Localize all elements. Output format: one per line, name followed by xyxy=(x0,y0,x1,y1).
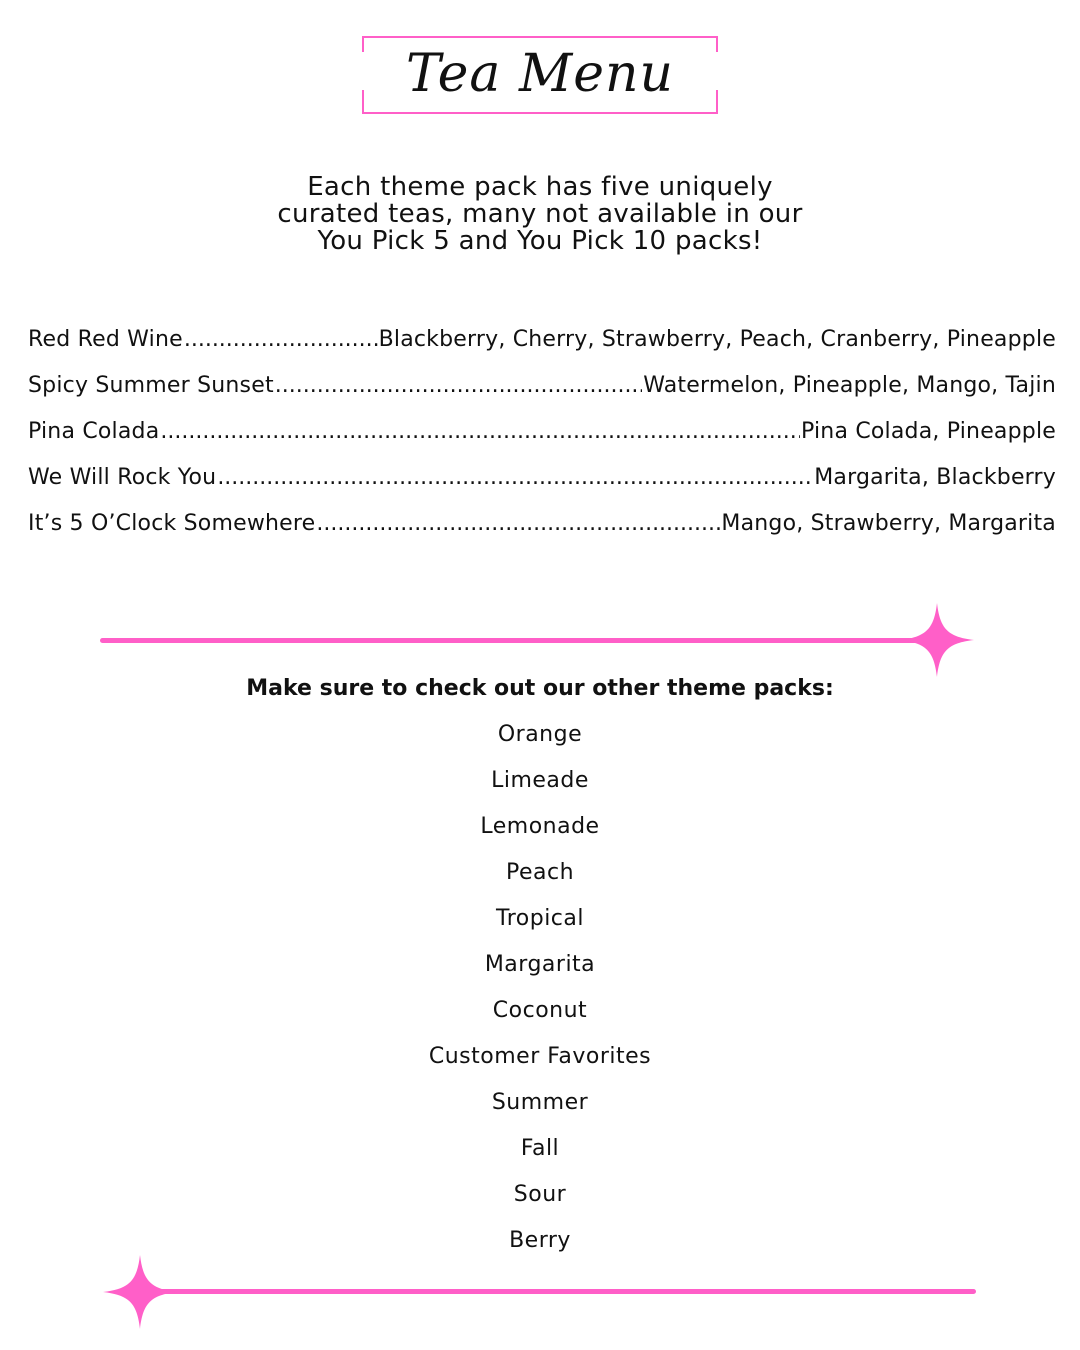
tea-menu-list xyxy=(28,322,1056,552)
menu-item-flavors: Pina Colada, Pineapple xyxy=(801,419,1056,444)
list-item: Tropical xyxy=(496,906,584,931)
divider-line-top xyxy=(100,638,960,643)
list-item: Berry xyxy=(509,1228,571,1253)
intro-text xyxy=(140,174,940,255)
menu-item xyxy=(28,368,1056,414)
intro-line: You Pick 5 and You Pick 10 packs! xyxy=(317,226,763,256)
intro-line: Each theme pack has five uniquely xyxy=(307,172,773,202)
dot-leader xyxy=(275,368,642,404)
list-item: Customer Favorites xyxy=(428,1044,652,1069)
sparkle-icon xyxy=(900,603,974,677)
menu-item xyxy=(28,322,1056,368)
menu-item-name: We Will Rock You xyxy=(28,465,217,490)
menu-item xyxy=(28,460,1056,506)
list-item: Lemonade xyxy=(480,814,600,839)
menu-item-flavors: Mango, Strawberry, Margarita xyxy=(721,511,1056,536)
dot-leader xyxy=(316,506,720,542)
title-frame xyxy=(362,36,718,114)
menu-item-flavors: Margarita, Blackberry xyxy=(814,465,1056,490)
list-item: Peach xyxy=(505,860,575,885)
sparkle-icon xyxy=(103,1255,177,1329)
divider-line-bottom xyxy=(120,1289,976,1294)
list-item: Coconut xyxy=(492,998,588,1023)
list-item: Orange xyxy=(497,722,583,747)
list-item: Fall xyxy=(520,1136,560,1161)
menu-item xyxy=(28,414,1056,460)
menu-item-flavors: Watermelon, Pineapple, Mango, Tajin xyxy=(643,373,1056,398)
menu-item-name: It’s 5 O’Clock Somewhere xyxy=(28,511,316,536)
list-item: Summer xyxy=(491,1090,589,1115)
frame-edge-bottom xyxy=(362,112,718,114)
other-packs-list xyxy=(340,720,740,1272)
menu-item-name: Pina Colada xyxy=(28,419,160,444)
other-packs-heading: Make sure to check out our other theme packs: xyxy=(246,676,834,701)
intro-line: curated teas, many not available in our xyxy=(277,199,803,229)
frame-edge-top xyxy=(362,36,718,38)
page-title: Tea Menu xyxy=(406,44,674,104)
dot-leader xyxy=(160,414,800,450)
menu-item xyxy=(28,506,1056,552)
menu-item-name: Spicy Summer Sunset xyxy=(28,373,274,398)
list-item: Sour xyxy=(513,1182,567,1207)
list-item: Limeade xyxy=(491,768,589,793)
menu-item-flavors: Blackberry, Cherry, Strawberry, Peach, Cranberry, Pineapple xyxy=(378,327,1056,352)
menu-item-name: Red Red Wine xyxy=(28,327,183,352)
dot-leader xyxy=(184,322,378,358)
list-item: Margarita xyxy=(484,952,596,977)
dot-leader xyxy=(217,460,813,496)
